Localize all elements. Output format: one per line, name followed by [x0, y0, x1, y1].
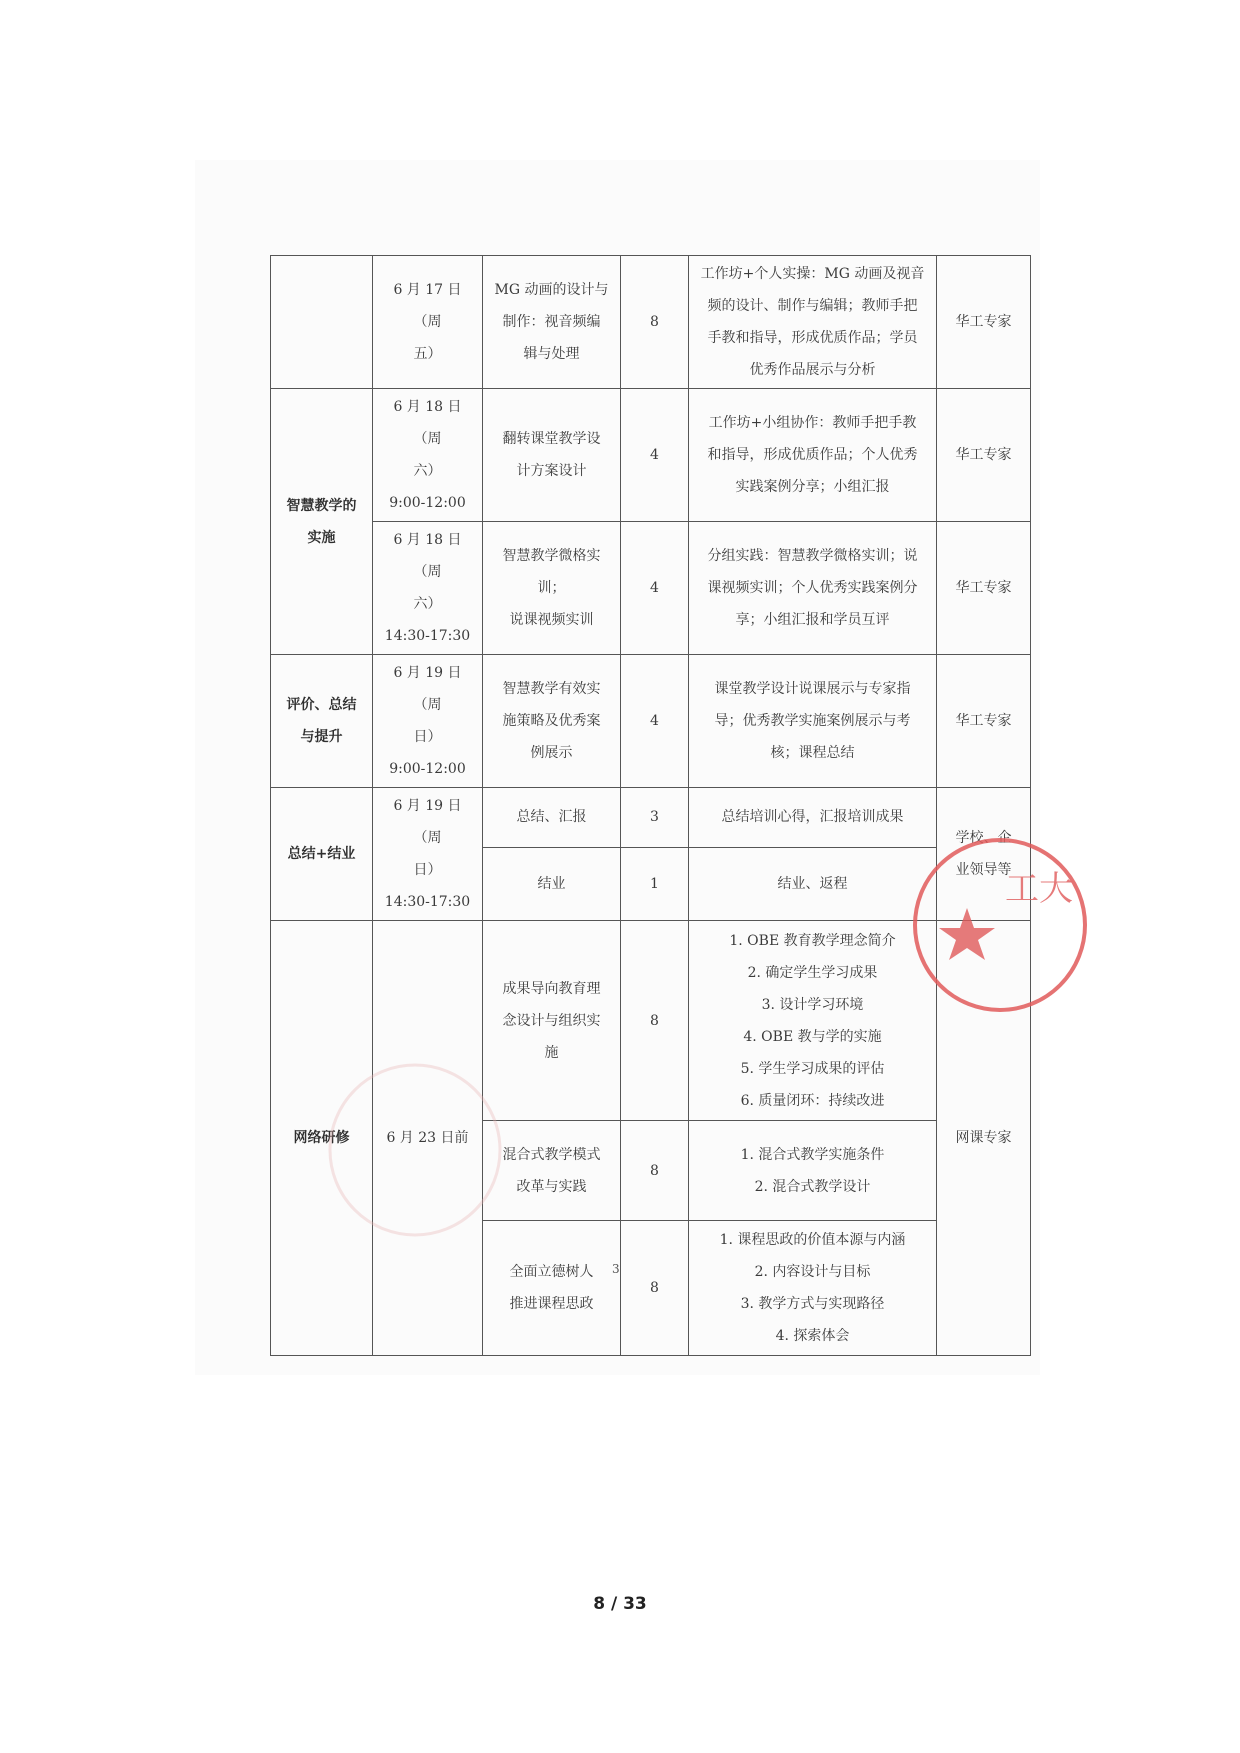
topic-cell: 智慧教学有效实 施策略及优秀案 例展示 — [483, 655, 621, 788]
date-cell: 6 月 23 日前 — [373, 921, 483, 1356]
expert-cell: 学校、企 业领导等 — [937, 788, 1031, 921]
expert-cell: 华工专家 — [937, 256, 1031, 389]
module-cell: 评价、总结 与提升 — [271, 655, 373, 788]
table-row — [271, 522, 1031, 655]
topic-cell: 总结、汇报 — [483, 788, 621, 848]
hours-cell: 3 — [621, 788, 689, 848]
topic-cell: 全面立德树人 推进课程思政 — [483, 1221, 621, 1356]
expert-cell: 华工专家 — [937, 655, 1031, 788]
hours-cell: 8 — [621, 256, 689, 389]
hours-cell: 8 — [621, 1221, 689, 1356]
topic-cell: 翻转课堂教学设 计方案设计 — [483, 389, 621, 522]
topic-cell: 混合式教学模式 改革与实践 — [483, 1121, 621, 1221]
content-cell: 总结培训心得，汇报培训成果 — [689, 788, 937, 848]
content-cell: 课堂教学设计说课展示与专家指 导；优秀教学实施案例展示与考 核；课程总结 — [689, 655, 937, 788]
table-row — [271, 655, 1031, 788]
content-cell: 1. OBE 教育教学理念简介 2. 确定学生学习成果 3. 设计学习环境 4. OBE 教与学的实施 5. 学生学习成果的评估 6. 质量闭环：持续改进 — [689, 921, 937, 1121]
hours-cell: 8 — [621, 921, 689, 1121]
topic-cell: 成果导向教育理 念设计与组织实 施 — [483, 921, 621, 1121]
date-cell: 6 月 19 日（周 日） 14:30-17:30 — [373, 788, 483, 921]
content-cell: 工作坊+个人实操：MG 动画及视音 频的设计、制作与编辑；教师手把 手教和指导，形成优质作品；学员 优秀作品展示与分析 — [689, 256, 937, 389]
topic-cell: MG 动画的设计与 制作：视音频编 辑与处理 — [483, 256, 621, 389]
content-cell: 分组实践：智慧教学微格实训；说 课视频实训；个人优秀实践案例分 享；小组汇报和学员互评 — [689, 522, 937, 655]
expert-cell: 网课专家 — [937, 921, 1031, 1356]
hours-cell: 4 — [621, 389, 689, 522]
hours-cell: 8 — [621, 1121, 689, 1221]
table-row — [271, 389, 1031, 522]
seal-text: 工大 — [1005, 869, 1073, 909]
inner-page-number: 3 — [612, 1262, 620, 1276]
hours-cell: 1 — [621, 847, 689, 920]
expert-cell: 华工专家 — [937, 389, 1031, 522]
date-cell: 6 月 18 日（周 六） 14:30-17:30 — [373, 522, 483, 655]
module-cell: 网络研修 — [271, 921, 373, 1356]
hours-cell: 4 — [621, 522, 689, 655]
page-indicator: 8 / 33 — [593, 1594, 647, 1614]
topic-cell: 结业 — [483, 847, 621, 920]
module-cell: 智慧教学的 实施 — [271, 389, 373, 655]
content-cell: 工作坊+小组协作：教师手把手教 和指导，形成优质作品；个人优秀 实践案例分享；小组汇报 — [689, 389, 937, 522]
module-cell — [271, 256, 373, 389]
schedule-table — [270, 255, 1031, 1356]
table-row — [271, 256, 1031, 389]
content-cell: 结业、返程 — [689, 847, 937, 920]
table-row — [271, 921, 1031, 1121]
content-cell: 1. 混合式教学实施条件 2. 混合式教学设计 — [689, 1121, 937, 1221]
expert-cell: 华工专家 — [937, 522, 1031, 655]
topic-cell: 智慧教学微格实 训； 说课视频实训 — [483, 522, 621, 655]
hours-cell: 4 — [621, 655, 689, 788]
date-cell: 6 月 19 日（周 日） 9:00-12:00 — [373, 655, 483, 788]
module-cell: 总结+结业 — [271, 788, 373, 921]
content-cell: 1. 课程思政的价值本源与内涵 2. 内容设计与目标 3. 教学方式与实现路径 4. 探索体会 — [689, 1221, 937, 1356]
table-row — [271, 788, 1031, 848]
date-cell: 6 月 18 日（周 六） 9:00-12:00 — [373, 389, 483, 522]
date-cell: 6 月 17 日（周 五） — [373, 256, 483, 389]
